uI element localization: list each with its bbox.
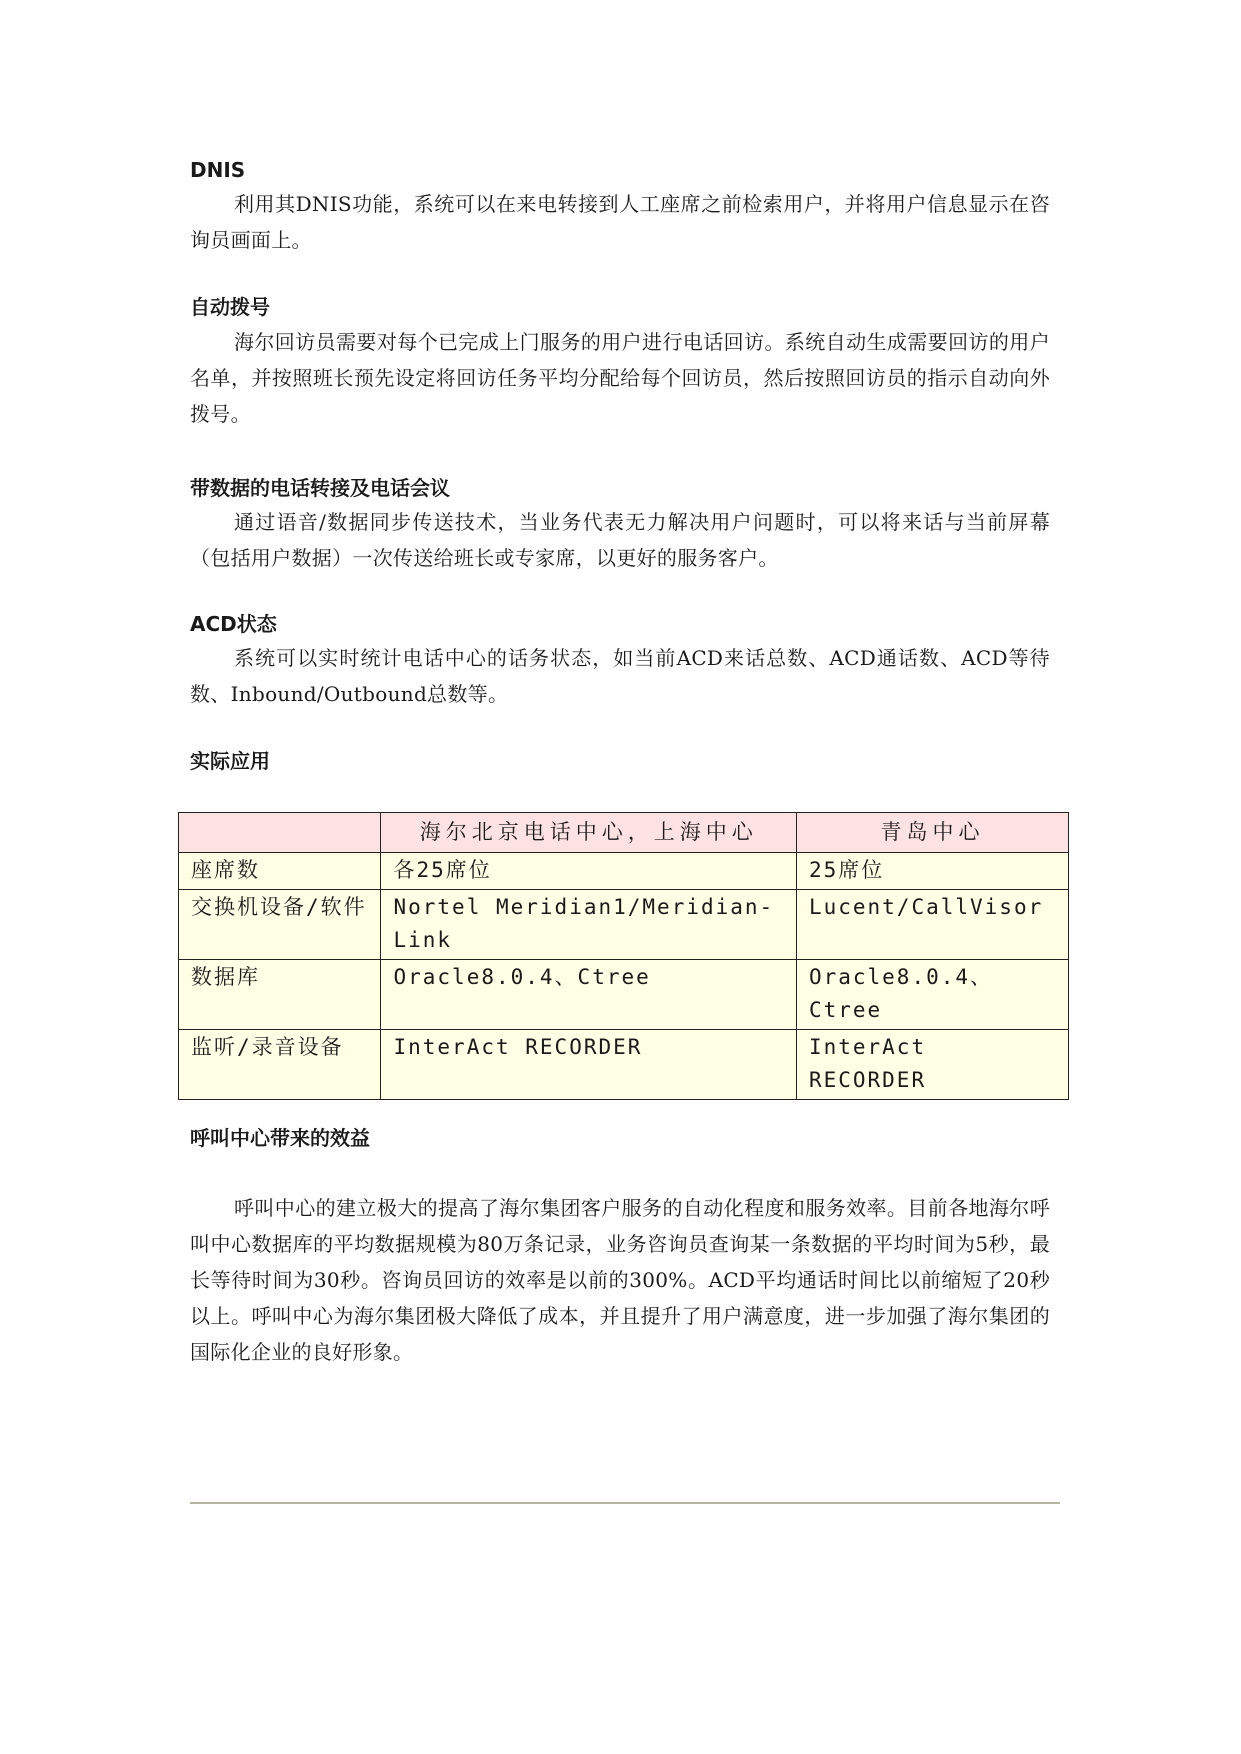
- table-header-cell: 青岛中心: [796, 813, 1068, 853]
- table-header-row: [179, 813, 1069, 853]
- table-cell: Nortel Meridian1/Meridian-Link: [381, 890, 796, 960]
- heading-dnis: DNIS: [190, 158, 246, 182]
- paragraph-call-transfer: 通过语音/数据同步传送技术，当业务代表无力解决用户问题时，可以将来话与当前屏幕（包括用户数据）一次传送给班长或专家席，以更好的服务客户。: [190, 510, 1050, 570]
- table-cell: Oracle8.0.4、Ctree: [796, 960, 1068, 1030]
- table-header-cell: 海尔北京电话中心，上海中心: [381, 813, 796, 853]
- table-cell: 座席数: [179, 853, 381, 890]
- table-cell: 数据库: [179, 960, 381, 1030]
- table-cell: 监听/录音设备: [179, 1030, 381, 1100]
- table-cell: Oracle8.0.4、Ctree: [381, 960, 796, 1030]
- paragraph-dnis: 利用其DNIS功能，系统可以在来电转接到人工座席之前检索用户，并将用户信息显示在咨询员画面上。: [190, 192, 1050, 252]
- paragraph-benefits: 呼叫中心的建立极大的提高了海尔集团客户服务的自动化程度和服务效率。目前各地海尔呼叫中心数据库的平均数据规模为80万条记录，业务咨询员查询某一条数据的平均时间为5秒，最长等待时间为30秒。咨询员回访的效率是以前的300%。ACD平均通话时间比以前缩短了20秒以上。呼叫中心为海尔集团极大降低了成本，并且提升了用户满意度，进一步加强了海尔集团的国际化企业的良好形象。: [190, 1196, 1050, 1364]
- table-header-cell: [179, 813, 381, 853]
- footer-divider: [190, 1502, 1060, 1504]
- paragraph-autodial: 海尔回访员需要对每个已完成上门服务的用户进行电话回访。系统自动生成需要回访的用户名单，并按照班长预先设定将回访任务平均分配给每个回访员，然后按照回访员的指示自动向外拨号。: [190, 330, 1050, 426]
- table-cell: 交换机设备/软件: [179, 890, 381, 960]
- table-cell: 25席位: [796, 853, 1068, 890]
- paragraph-acd-status: 系统可以实时统计电话中心的话务状态，如当前ACD来话总数、ACD通话数、ACD等待数、Inbound/Outbound总数等。: [190, 646, 1050, 706]
- heading-call-transfer: 带数据的电话转接及电话会议: [190, 476, 450, 500]
- table-cell: 各25席位: [381, 853, 796, 890]
- table-cell: InterAct RECORDER: [796, 1030, 1068, 1100]
- table-row: [179, 890, 1069, 960]
- table-cell: InterAct RECORDER: [381, 1030, 796, 1100]
- heading-acd-status: ACD状态: [190, 612, 277, 636]
- table-row: [179, 1030, 1069, 1100]
- table-row: [179, 853, 1069, 890]
- deployment-table: [178, 812, 1069, 1100]
- table-row: [179, 960, 1069, 1030]
- heading-benefits: 呼叫中心带来的效益: [190, 1126, 370, 1150]
- heading-autodial: 自动拨号: [190, 295, 270, 319]
- heading-practical-application: 实际应用: [190, 749, 270, 773]
- table-cell: Lucent/CallVisor: [796, 890, 1068, 960]
